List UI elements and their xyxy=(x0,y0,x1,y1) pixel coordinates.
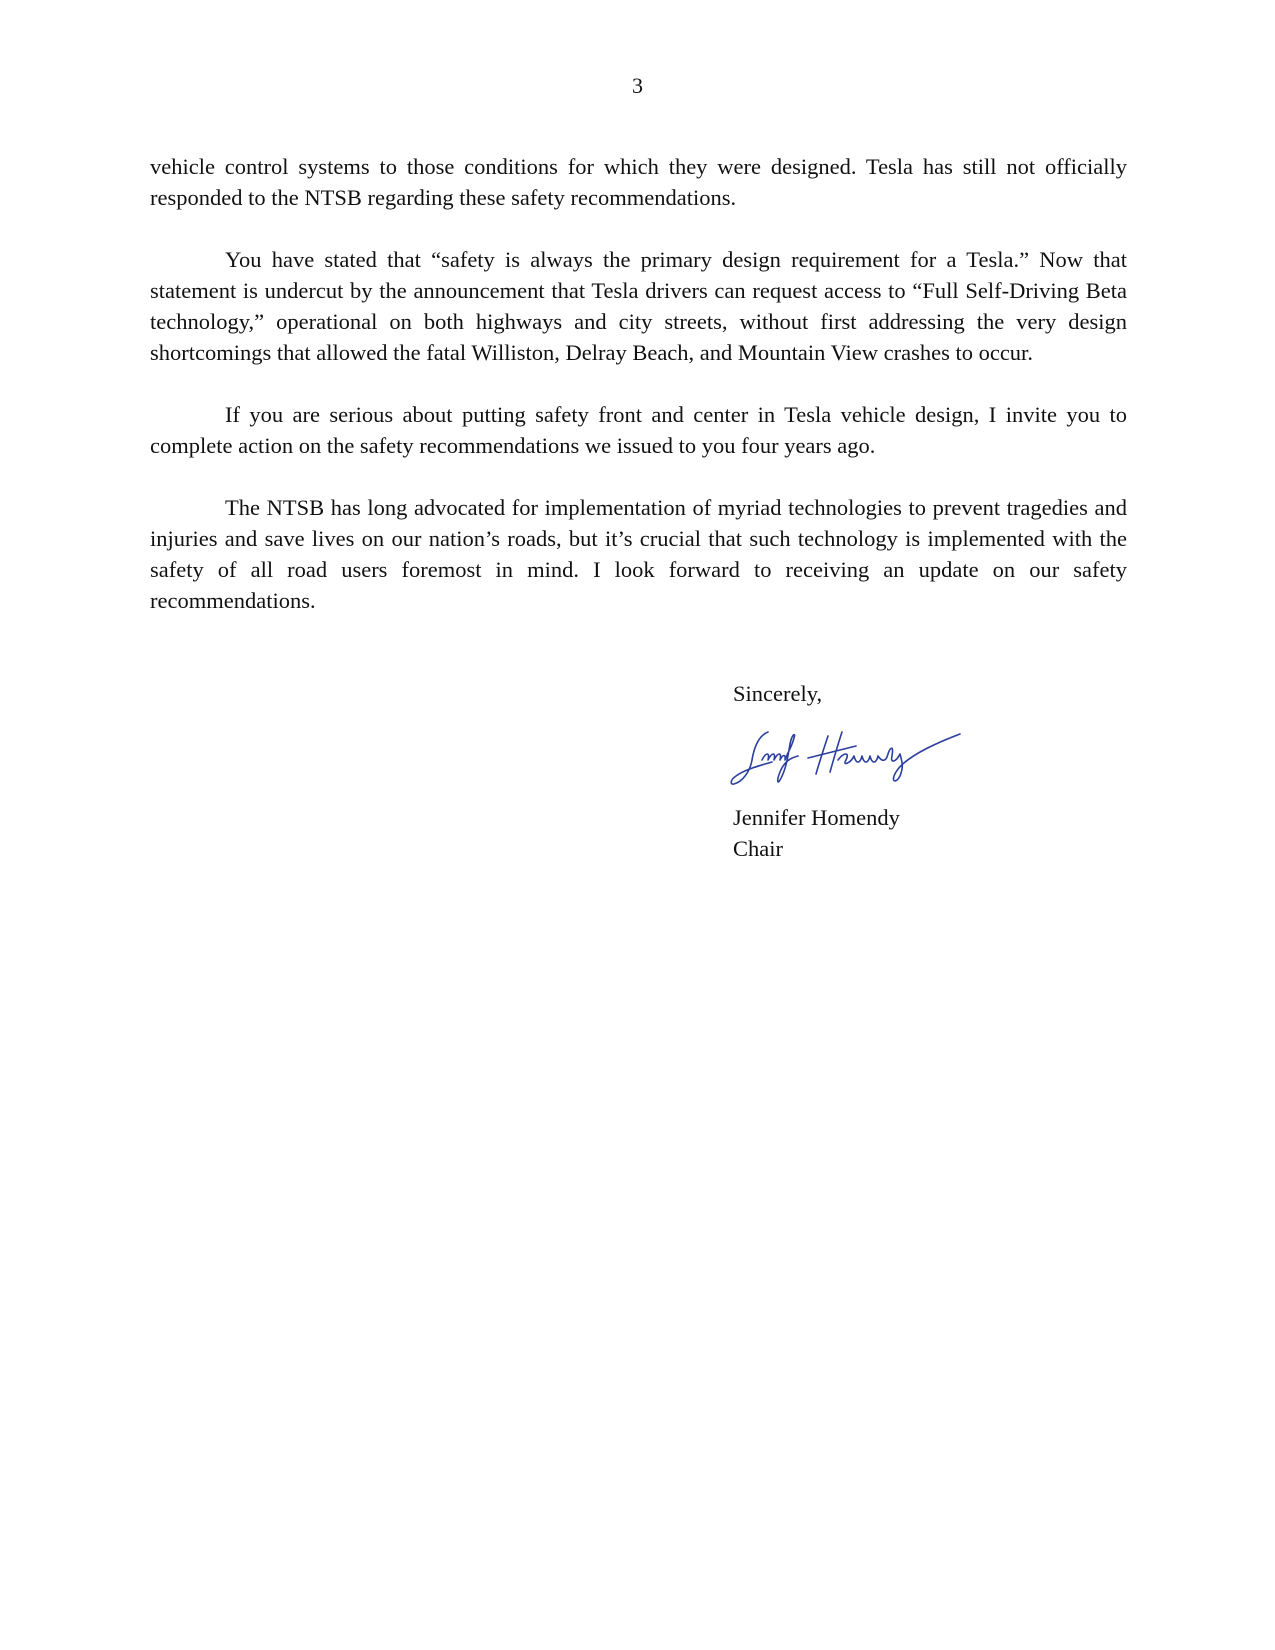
signer-title: Chair xyxy=(733,836,783,861)
page-number: 3 xyxy=(632,73,643,98)
paragraph-4: The NTSB has long advocated for implementation of myriad technologies to prevent tragedies and injuries and save lives on our nation’s roads, but it’s crucial that such technology is implemented with the safety of all road users foremost in mind. I look forward to receiving an update on our safety recommendations. xyxy=(150,495,1127,613)
paragraph-3: If you are serious about putting safety front and center in Tesla vehicle design, I invite you to complete action on the safety recommendations we issued to you four years ago. xyxy=(150,402,1127,458)
paragraph-2: You have stated that “safety is always the primary design requirement for a Tesla.” Now that statement is undercut by the announcement that Tesla drivers can request access to “Full Self-Driving Beta technology,” operational on both highways and city streets, without first addressing the very design shortcomings that allowed the fatal Williston, Delray Beach, and Mountain View crashes to occur. xyxy=(150,247,1127,365)
letter-body xyxy=(150,151,1127,647)
paragraph-1: vehicle control systems to those conditions for which they were designed. Tesla has still not officially responded to the NTSB regarding these safety recommendations. xyxy=(150,154,1127,210)
signer-name: Jennifer Homendy xyxy=(733,805,900,830)
closing: Sincerely, xyxy=(733,681,823,706)
handwritten-signature xyxy=(728,726,963,788)
